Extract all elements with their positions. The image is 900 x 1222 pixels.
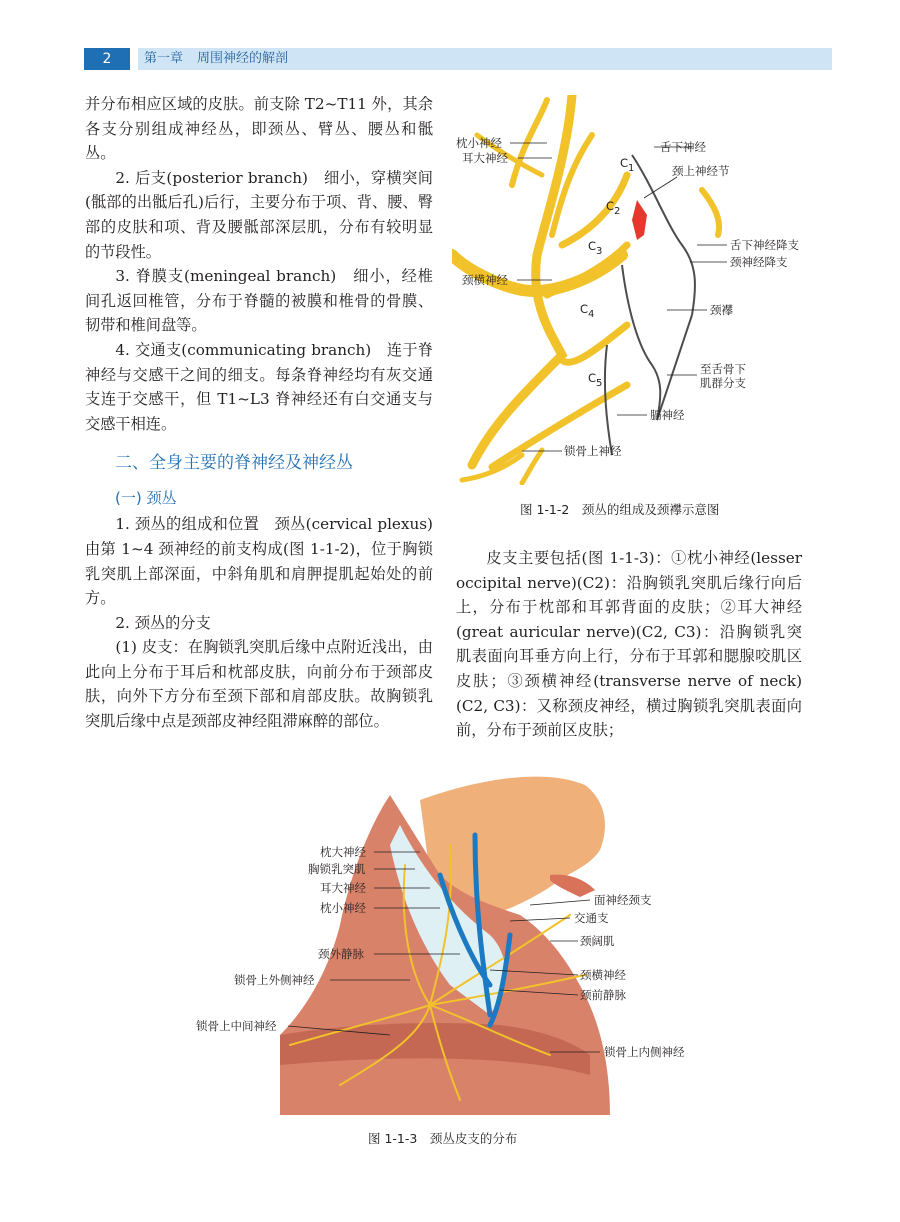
label-greater-occipital: 枕大神经 [320,845,366,859]
paragraph: 2. 后支(posterior branch) 细小，穿横突间(骶部的出骶后孔)后行，主要分布于项、背、腰、臀部的皮肤和项、背及腰骶部深层肌，分布有较明显的节段性。 [85,168,433,261]
svg-text:3: 3 [596,246,603,257]
label-platysma: 颈阔肌 [580,934,615,948]
label-intermediate-supraclavicular: 锁骨上中间神经 [196,1019,277,1033]
chapter-banner [138,48,832,70]
cervical-cutaneous-branches-illustration [190,755,710,1115]
label-hypoglossal-descending: 舌下神经降支 [730,238,799,252]
label-lesser-occipital: 枕小神经 [320,901,366,915]
label-anterior-jugular: 颈前静脉 [580,988,626,1002]
right-column [456,546,802,743]
paragraph: (1) 皮支：在胸锁乳突肌后缘中点附近浅出，由此向上分布于耳后和枕部皮肤，向前分布于颈部皮肤，向外下方分布至颈下部和肩部皮肤。故胸锁乳突肌后缘中点是颈部皮神经阻滞麻醉的部位。 [85,638,433,731]
svg-text:C: C [620,156,629,170]
svg-text:1: 1 [628,163,635,174]
subsection-heading: (一) 颈丛 [115,489,177,508]
chapter-title: 周围神经的解剖 [197,51,289,66]
figure-caption-1-1-2: 图 1-1-2 颈丛的组成及颈襻示意图 [520,502,720,517]
label-hypoglossal: 舌下神经 [660,140,706,154]
paragraph: 并分布相应区域的皮肤。前支除 T2~T11 外，其余各支分别组成神经丛，即颈丛、臂丛、腰丛和骶丛。 [85,95,433,163]
label-external-jugular: 颈外静脉 [318,947,364,961]
section-heading: 二、全身主要的脊神经及神经丛 [115,453,353,474]
svg-text:4: 4 [588,309,595,320]
label-cervical-descending: 颈神经降支 [730,255,788,269]
paragraph: 3. 脊膜支(meningeal branch) 细小，经椎间孔返回椎管，分布于脊髓的被膜和椎骨的骨膜、韧带和椎间盘等。 [85,267,433,335]
svg-text:2: 2 [614,206,621,217]
label-sternocleidomastoid: 胸锁乳突肌 [308,862,366,876]
chapter-number: 第一章 [144,51,184,66]
label-medial-supraclavicular: 锁骨上内侧神经 [604,1045,685,1059]
label-infrahyoid-2: 肌群分支 [700,376,746,390]
label-communicating-branch: 交通支 [574,911,609,925]
svg-text:C: C [580,302,589,316]
cervical-plexus-diagram [452,95,812,485]
label-supraclavicular: 锁骨上神经 [564,444,622,458]
label-superior-cervical-ganglion: 颈上神经节 [672,164,730,178]
label-facial-cervical-branch: 面神经颈支 [594,893,652,907]
svg-text:C: C [588,239,597,253]
paragraph: 2. 颈丛的分支 [115,613,211,632]
paragraph: 1. 颈丛的组成和位置 颈丛(cervical plexus)由第 1~4 颈神经的前支构成(图 1-1-2)，位于胸锁乳突肌上部深面，中斜角肌和肩胛提肌起始处的前方。 [85,515,433,608]
page-number: 2 [84,48,130,70]
label-transverse-cervical: 颈横神经 [580,968,626,982]
label-phrenic: 膈神经 [650,408,685,422]
lips [550,875,595,897]
label-lesser-occipital: 枕小神经 [456,136,502,150]
label-great-auricular: 耳大神经 [320,881,366,895]
left-column [85,92,433,734]
paragraph: 4. 交通支(communicating branch) 连于脊神经与交感干之间的细支。每条脊神经均有灰交通支连于交感干，但 T1~L3 脊神经还有白交通支与交感干相连。 [85,340,433,433]
label-great-auricular: 耳大神经 [462,151,508,165]
label-infrahyoid-1: 至舌骨下 [700,362,746,376]
svg-text:C: C [606,199,615,213]
superior-cervical-ganglion [632,200,647,240]
svg-text:5: 5 [596,378,603,389]
label-transverse-cervical: 颈横神经 [462,273,508,287]
label-lateral-supraclavicular: 锁骨上外侧神经 [234,973,315,987]
page-header [84,48,832,70]
svg-text:C: C [588,371,597,385]
figure-caption-1-1-3: 图 1-1-3 颈丛皮支的分布 [368,1131,518,1146]
paragraph: 皮支主要包括(图 1-1-3)：①枕小神经(lesser occipital nerve)(C2)：沿胸锁乳突肌后缘行向后上，分布于枕部和耳郭背面的皮肤；②耳大神经(great auricular nerve)(C2, C3)：沿胸锁乳突肌表面向耳垂方向上行，分布于耳郭和腮腺咬肌区皮肤；③颈横神经(transverse nerve of neck)(C2, C3)：又称颈皮神经，横过胸锁乳突肌表面向前，分布于颈前区皮肤； [456,549,802,740]
label-ansa-cervicalis: 颈襻 [710,303,733,317]
